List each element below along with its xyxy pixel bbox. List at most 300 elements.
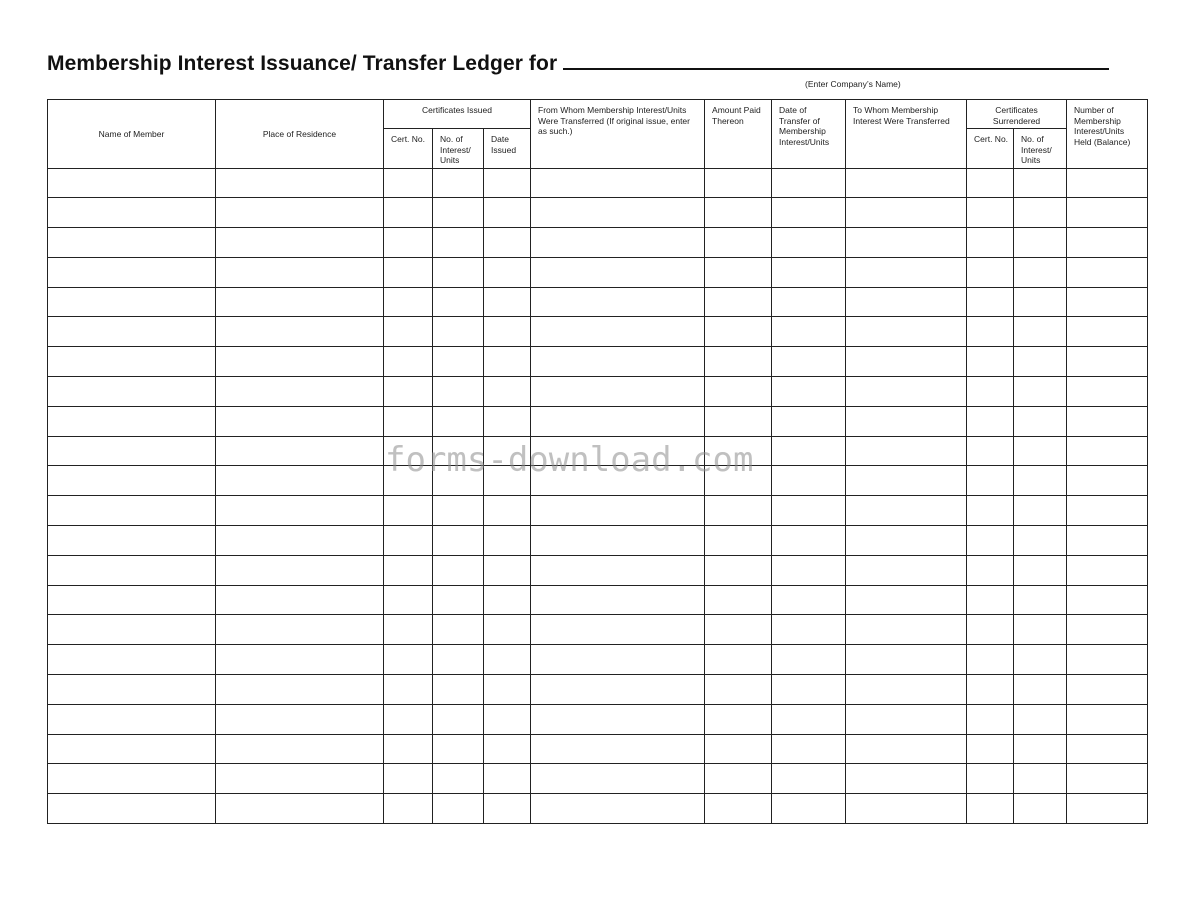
cell-surrendered-no-of-units[interactable] — [1014, 466, 1067, 496]
cell-place-of-residence[interactable] — [216, 526, 384, 556]
cell-to-whom[interactable] — [846, 406, 967, 436]
cell-to-whom[interactable] — [846, 675, 967, 705]
cell-to-whom[interactable] — [846, 585, 967, 615]
ledger-row — [48, 228, 1148, 258]
cell-date-of-transfer[interactable] — [772, 228, 846, 258]
cell-date-of-transfer[interactable] — [772, 526, 846, 556]
cell-amount-paid[interactable] — [705, 228, 772, 258]
cell-to-whom[interactable] — [846, 734, 967, 764]
header-surrendered-cert-no: Cert. No. — [967, 129, 1014, 169]
cell-place-of-residence[interactable] — [216, 734, 384, 764]
cell-from-whom[interactable] — [531, 704, 705, 734]
cell-surrendered-cert-no[interactable] — [967, 257, 1014, 287]
cell-surrendered-cert-no[interactable] — [967, 228, 1014, 258]
cell-amount-paid[interactable] — [705, 168, 772, 198]
header-place-of-residence: Place of Residence — [216, 100, 384, 169]
ledger-row — [48, 168, 1148, 198]
cell-to-whom[interactable] — [846, 555, 967, 585]
cell-name-of-member[interactable] — [48, 794, 216, 824]
cell-issued-no-of-units[interactable] — [433, 347, 484, 377]
cell-issued-cert-no[interactable] — [384, 228, 433, 258]
ledger-row — [48, 615, 1148, 645]
cell-name-of-member[interactable] — [48, 317, 216, 347]
cell-date-of-transfer[interactable] — [772, 317, 846, 347]
cell-amount-paid[interactable] — [705, 347, 772, 377]
cell-place-of-residence[interactable] — [216, 228, 384, 258]
cell-amount-paid[interactable] — [705, 287, 772, 317]
cell-date-issued[interactable] — [484, 317, 531, 347]
cell-place-of-residence[interactable] — [216, 317, 384, 347]
ledger-row — [48, 496, 1148, 526]
cell-issued-cert-no[interactable] — [384, 555, 433, 585]
cell-place-of-residence[interactable] — [216, 585, 384, 615]
cell-date-issued[interactable] — [484, 347, 531, 377]
ledger-row — [48, 704, 1148, 734]
cell-from-whom[interactable] — [531, 466, 705, 496]
cell-from-whom[interactable] — [531, 675, 705, 705]
cell-issued-no-of-units[interactable] — [433, 436, 484, 466]
cell-surrendered-cert-no[interactable] — [967, 317, 1014, 347]
cell-date-of-transfer[interactable] — [772, 734, 846, 764]
cell-date-issued[interactable] — [484, 496, 531, 526]
cell-issued-no-of-units[interactable] — [433, 764, 484, 794]
cell-name-of-member[interactable] — [48, 704, 216, 734]
cell-to-whom[interactable] — [846, 615, 967, 645]
cell-date-of-transfer[interactable] — [772, 466, 846, 496]
cell-to-whom[interactable] — [846, 287, 967, 317]
cell-date-of-transfer[interactable] — [772, 198, 846, 228]
cell-number-held[interactable] — [1067, 257, 1148, 287]
form-title — [47, 52, 1109, 76]
cell-date-issued[interactable] — [484, 377, 531, 407]
cell-surrendered-no-of-units[interactable] — [1014, 377, 1067, 407]
cell-from-whom[interactable] — [531, 347, 705, 377]
cell-issued-cert-no[interactable] — [384, 645, 433, 675]
cell-number-held[interactable] — [1067, 675, 1148, 705]
cell-issued-cert-no[interactable] — [384, 347, 433, 377]
cell-amount-paid[interactable] — [705, 734, 772, 764]
cell-date-issued[interactable] — [484, 764, 531, 794]
cell-to-whom[interactable] — [846, 496, 967, 526]
cell-surrendered-no-of-units[interactable] — [1014, 675, 1067, 705]
cell-name-of-member[interactable] — [48, 436, 216, 466]
cell-date-issued[interactable] — [484, 406, 531, 436]
cell-surrendered-cert-no[interactable] — [967, 496, 1014, 526]
cell-to-whom[interactable] — [846, 198, 967, 228]
cell-to-whom[interactable] — [846, 436, 967, 466]
cell-to-whom[interactable] — [846, 704, 967, 734]
cell-issued-cert-no[interactable] — [384, 377, 433, 407]
cell-amount-paid[interactable] — [705, 526, 772, 556]
cell-date-issued[interactable] — [484, 734, 531, 764]
cell-from-whom[interactable] — [531, 764, 705, 794]
cell-issued-cert-no[interactable] — [384, 794, 433, 824]
cell-issued-cert-no[interactable] — [384, 764, 433, 794]
cell-to-whom[interactable] — [846, 347, 967, 377]
cell-amount-paid[interactable] — [705, 645, 772, 675]
cell-issued-no-of-units[interactable] — [433, 645, 484, 675]
cell-name-of-member[interactable] — [48, 377, 216, 407]
cell-name-of-member[interactable] — [48, 675, 216, 705]
cell-name-of-member[interactable] — [48, 645, 216, 675]
cell-date-issued[interactable] — [484, 228, 531, 258]
cell-amount-paid[interactable] — [705, 675, 772, 705]
cell-date-of-transfer[interactable] — [772, 675, 846, 705]
cell-number-held[interactable] — [1067, 526, 1148, 556]
cell-surrendered-cert-no[interactable] — [967, 406, 1014, 436]
cell-issued-cert-no[interactable] — [384, 704, 433, 734]
cell-date-issued[interactable] — [484, 436, 531, 466]
cell-issued-cert-no[interactable] — [384, 168, 433, 198]
ledger-table — [47, 99, 1148, 824]
cell-date-issued[interactable] — [484, 794, 531, 824]
cell-surrendered-cert-no[interactable] — [967, 794, 1014, 824]
ledger-row — [48, 317, 1148, 347]
cell-issued-cert-no[interactable] — [384, 406, 433, 436]
cell-from-whom[interactable] — [531, 794, 705, 824]
ledger-row — [48, 585, 1148, 615]
cell-number-held[interactable] — [1067, 347, 1148, 377]
cell-amount-paid[interactable] — [705, 257, 772, 287]
cell-date-of-transfer[interactable] — [772, 645, 846, 675]
cell-name-of-member[interactable] — [48, 228, 216, 258]
cell-surrendered-no-of-units[interactable] — [1014, 317, 1067, 347]
cell-amount-paid[interactable] — [705, 198, 772, 228]
cell-date-of-transfer[interactable] — [772, 615, 846, 645]
cell-date-of-transfer[interactable] — [772, 436, 846, 466]
cell-place-of-residence[interactable] — [216, 466, 384, 496]
cell-name-of-member[interactable] — [48, 734, 216, 764]
cell-issued-no-of-units[interactable] — [433, 466, 484, 496]
ledger-row — [48, 526, 1148, 556]
watermark: forms-download.com — [385, 440, 754, 480]
cell-date-issued[interactable] — [484, 615, 531, 645]
cell-date-issued[interactable] — [484, 585, 531, 615]
header-number-held-balance: Number of Membership Interest/Units Held (Balance) — [1067, 100, 1148, 169]
cell-date-issued[interactable] — [484, 287, 531, 317]
cell-date-issued[interactable] — [484, 198, 531, 228]
cell-date-of-transfer[interactable] — [772, 168, 846, 198]
cell-name-of-member[interactable] — [48, 585, 216, 615]
cell-number-held[interactable] — [1067, 198, 1148, 228]
cell-date-of-transfer[interactable] — [772, 555, 846, 585]
cell-date-of-transfer[interactable] — [772, 764, 846, 794]
ledger-row — [48, 257, 1148, 287]
company-name-line[interactable] — [563, 54, 1109, 70]
cell-issued-no-of-units[interactable] — [433, 406, 484, 436]
cell-number-held[interactable] — [1067, 317, 1148, 347]
cell-surrendered-no-of-units[interactable] — [1014, 496, 1067, 526]
cell-surrendered-cert-no[interactable] — [967, 168, 1014, 198]
ledger-row — [48, 198, 1148, 228]
cell-issued-cert-no[interactable] — [384, 585, 433, 615]
cell-issued-no-of-units[interactable] — [433, 675, 484, 705]
cell-to-whom[interactable] — [846, 317, 967, 347]
cell-surrendered-cert-no[interactable] — [967, 555, 1014, 585]
cell-issued-cert-no[interactable] — [384, 466, 433, 496]
cell-surrendered-no-of-units[interactable] — [1014, 228, 1067, 258]
cell-number-held[interactable] — [1067, 645, 1148, 675]
cell-name-of-member[interactable] — [48, 764, 216, 794]
cell-from-whom[interactable] — [531, 198, 705, 228]
cell-from-whom[interactable] — [531, 377, 705, 407]
header-surrendered-no-of-units: No. of Interest/ Units — [1014, 129, 1067, 169]
cell-number-held[interactable] — [1067, 377, 1148, 407]
cell-place-of-residence[interactable] — [216, 704, 384, 734]
cell-date-issued[interactable] — [484, 645, 531, 675]
cell-name-of-member[interactable] — [48, 555, 216, 585]
cell-issued-no-of-units[interactable] — [433, 377, 484, 407]
cell-place-of-residence[interactable] — [216, 615, 384, 645]
cell-place-of-residence[interactable] — [216, 496, 384, 526]
cell-amount-paid[interactable] — [705, 496, 772, 526]
header-issued-cert-no: Cert. No. — [384, 129, 433, 169]
cell-name-of-member[interactable] — [48, 406, 216, 436]
cell-amount-paid[interactable] — [705, 615, 772, 645]
cell-number-held[interactable] — [1067, 585, 1148, 615]
cell-from-whom[interactable] — [531, 287, 705, 317]
cell-surrendered-cert-no[interactable] — [967, 615, 1014, 645]
cell-number-held[interactable] — [1067, 287, 1148, 317]
cell-place-of-residence[interactable] — [216, 764, 384, 794]
cell-issued-cert-no[interactable] — [384, 257, 433, 287]
ledger-row — [48, 764, 1148, 794]
cell-number-held[interactable] — [1067, 555, 1148, 585]
cell-place-of-residence[interactable] — [216, 406, 384, 436]
cell-amount-paid[interactable] — [705, 764, 772, 794]
cell-place-of-residence[interactable] — [216, 198, 384, 228]
cell-number-held[interactable] — [1067, 794, 1148, 824]
cell-name-of-member[interactable] — [48, 168, 216, 198]
cell-date-issued[interactable] — [484, 526, 531, 556]
cell-number-held[interactable] — [1067, 168, 1148, 198]
cell-date-issued[interactable] — [484, 168, 531, 198]
cell-issued-cert-no[interactable] — [384, 526, 433, 556]
cell-surrendered-cert-no[interactable] — [967, 526, 1014, 556]
cell-surrendered-no-of-units[interactable] — [1014, 555, 1067, 585]
cell-name-of-member[interactable] — [48, 198, 216, 228]
cell-name-of-member[interactable] — [48, 496, 216, 526]
cell-surrendered-no-of-units[interactable] — [1014, 526, 1067, 556]
cell-surrendered-no-of-units[interactable] — [1014, 734, 1067, 764]
cell-date-of-transfer[interactable] — [772, 585, 846, 615]
cell-from-whom[interactable] — [531, 555, 705, 585]
cell-issued-cert-no[interactable] — [384, 287, 433, 317]
cell-amount-paid[interactable] — [705, 436, 772, 466]
ledger-row — [48, 347, 1148, 377]
cell-name-of-member[interactable] — [48, 526, 216, 556]
cell-number-held[interactable] — [1067, 496, 1148, 526]
cell-name-of-member[interactable] — [48, 615, 216, 645]
company-name-hint: (Enter Company’s Name) — [805, 79, 901, 89]
cell-from-whom[interactable] — [531, 317, 705, 347]
cell-surrendered-cert-no[interactable] — [967, 377, 1014, 407]
cell-date-issued[interactable] — [484, 704, 531, 734]
cell-name-of-member[interactable] — [48, 347, 216, 377]
cell-to-whom[interactable] — [846, 526, 967, 556]
cell-issued-cert-no[interactable] — [384, 734, 433, 764]
cell-issued-no-of-units[interactable] — [433, 228, 484, 258]
cell-date-issued[interactable] — [484, 555, 531, 585]
cell-place-of-residence[interactable] — [216, 377, 384, 407]
cell-surrendered-cert-no[interactable] — [967, 675, 1014, 705]
cell-issued-no-of-units[interactable] — [433, 168, 484, 198]
cell-date-of-transfer[interactable] — [772, 257, 846, 287]
cell-issued-cert-no[interactable] — [384, 317, 433, 347]
cell-issued-no-of-units[interactable] — [433, 198, 484, 228]
cell-surrendered-cert-no[interactable] — [967, 198, 1014, 228]
cell-from-whom[interactable] — [531, 168, 705, 198]
cell-to-whom[interactable] — [846, 645, 967, 675]
cell-date-issued[interactable] — [484, 675, 531, 705]
cell-issued-cert-no[interactable] — [384, 436, 433, 466]
cell-issued-no-of-units[interactable] — [433, 257, 484, 287]
header-certificates-surrendered: Certificates Surrendered — [967, 100, 1067, 129]
cell-date-of-transfer[interactable] — [772, 287, 846, 317]
cell-to-whom[interactable] — [846, 257, 967, 287]
cell-place-of-residence[interactable] — [216, 645, 384, 675]
cell-to-whom[interactable] — [846, 168, 967, 198]
cell-to-whom[interactable] — [846, 228, 967, 258]
cell-issued-cert-no[interactable] — [384, 198, 433, 228]
header-issued-no-of-units: No. of Interest/ Units — [433, 129, 484, 169]
cell-number-held[interactable] — [1067, 406, 1148, 436]
cell-surrendered-no-of-units[interactable] — [1014, 287, 1067, 317]
cell-amount-paid[interactable] — [705, 406, 772, 436]
ledger-row — [48, 645, 1148, 675]
cell-surrendered-cert-no[interactable] — [967, 466, 1014, 496]
cell-amount-paid[interactable] — [705, 585, 772, 615]
cell-amount-paid[interactable] — [705, 317, 772, 347]
cell-surrendered-no-of-units[interactable] — [1014, 585, 1067, 615]
cell-from-whom[interactable] — [531, 526, 705, 556]
cell-date-of-transfer[interactable] — [772, 347, 846, 377]
cell-place-of-residence[interactable] — [216, 347, 384, 377]
cell-place-of-residence[interactable] — [216, 257, 384, 287]
cell-number-held[interactable] — [1067, 228, 1148, 258]
cell-date-of-transfer[interactable] — [772, 704, 846, 734]
cell-surrendered-no-of-units[interactable] — [1014, 615, 1067, 645]
cell-date-issued[interactable] — [484, 466, 531, 496]
cell-surrendered-cert-no[interactable] — [967, 436, 1014, 466]
cell-surrendered-no-of-units[interactable] — [1014, 406, 1067, 436]
cell-from-whom[interactable] — [531, 406, 705, 436]
cell-from-whom[interactable] — [531, 257, 705, 287]
cell-amount-paid[interactable] — [705, 466, 772, 496]
cell-place-of-residence[interactable] — [216, 794, 384, 824]
cell-amount-paid[interactable] — [705, 377, 772, 407]
cell-from-whom[interactable] — [531, 585, 705, 615]
cell-place-of-residence[interactable] — [216, 555, 384, 585]
cell-number-held[interactable] — [1067, 704, 1148, 734]
cell-to-whom[interactable] — [846, 377, 967, 407]
cell-issued-no-of-units[interactable] — [433, 704, 484, 734]
cell-amount-paid[interactable] — [705, 555, 772, 585]
form-title-text: Membership Interest Issuance/ Transfer Ledger for — [47, 52, 558, 75]
ledger-row — [48, 436, 1148, 466]
header-date-of-transfer: Date of Transfer of Membership Interest/Units — [772, 100, 846, 169]
cell-from-whom[interactable] — [531, 734, 705, 764]
cell-surrendered-cert-no[interactable] — [967, 347, 1014, 377]
cell-issued-cert-no[interactable] — [384, 675, 433, 705]
cell-surrendered-no-of-units[interactable] — [1014, 168, 1067, 198]
header-amount-paid: Amount Paid Thereon — [705, 100, 772, 169]
cell-to-whom[interactable] — [846, 794, 967, 824]
cell-from-whom[interactable] — [531, 615, 705, 645]
cell-from-whom[interactable] — [531, 496, 705, 526]
cell-from-whom[interactable] — [531, 645, 705, 675]
cell-issued-no-of-units[interactable] — [433, 526, 484, 556]
cell-surrendered-no-of-units[interactable] — [1014, 198, 1067, 228]
cell-place-of-residence[interactable] — [216, 675, 384, 705]
cell-surrendered-no-of-units[interactable] — [1014, 645, 1067, 675]
cell-issued-no-of-units[interactable] — [433, 615, 484, 645]
cell-surrendered-cert-no[interactable] — [967, 287, 1014, 317]
cell-date-issued[interactable] — [484, 257, 531, 287]
cell-surrendered-no-of-units[interactable] — [1014, 704, 1067, 734]
cell-issued-no-of-units[interactable] — [433, 585, 484, 615]
cell-surrendered-no-of-units[interactable] — [1014, 794, 1067, 824]
cell-name-of-member[interactable] — [48, 287, 216, 317]
cell-place-of-residence[interactable] — [216, 287, 384, 317]
cell-to-whom[interactable] — [846, 764, 967, 794]
cell-issued-cert-no[interactable] — [384, 496, 433, 526]
cell-issued-no-of-units[interactable] — [433, 555, 484, 585]
cell-number-held[interactable] — [1067, 734, 1148, 764]
ledger-row — [48, 287, 1148, 317]
header-date-issued: Date Issued — [484, 129, 531, 169]
cell-amount-paid[interactable] — [705, 704, 772, 734]
cell-surrendered-cert-no[interactable] — [967, 734, 1014, 764]
ledger-body — [48, 168, 1148, 824]
cell-issued-no-of-units[interactable] — [433, 317, 484, 347]
cell-name-of-member[interactable] — [48, 257, 216, 287]
cell-issued-no-of-units[interactable] — [433, 734, 484, 764]
cell-surrendered-cert-no[interactable] — [967, 645, 1014, 675]
ledger-row — [48, 734, 1148, 764]
cell-number-held[interactable] — [1067, 436, 1148, 466]
cell-number-held[interactable] — [1067, 466, 1148, 496]
cell-surrendered-no-of-units[interactable] — [1014, 347, 1067, 377]
cell-number-held[interactable] — [1067, 615, 1148, 645]
cell-from-whom[interactable] — [531, 228, 705, 258]
cell-from-whom[interactable] — [531, 436, 705, 466]
cell-surrendered-cert-no[interactable] — [967, 704, 1014, 734]
cell-date-of-transfer[interactable] — [772, 794, 846, 824]
cell-date-of-transfer[interactable] — [772, 377, 846, 407]
cell-place-of-residence[interactable] — [216, 436, 384, 466]
cell-date-of-transfer[interactable] — [772, 496, 846, 526]
cell-surrendered-no-of-units[interactable] — [1014, 257, 1067, 287]
cell-issued-no-of-units[interactable] — [433, 794, 484, 824]
cell-amount-paid[interactable] — [705, 794, 772, 824]
cell-surrendered-no-of-units[interactable] — [1014, 436, 1067, 466]
cell-number-held[interactable] — [1067, 764, 1148, 794]
cell-date-of-transfer[interactable] — [772, 406, 846, 436]
header-certificates-issued: Certificates Issued — [384, 100, 531, 129]
ledger-row — [48, 377, 1148, 407]
cell-place-of-residence[interactable] — [216, 168, 384, 198]
cell-issued-no-of-units[interactable] — [433, 496, 484, 526]
cell-name-of-member[interactable] — [48, 466, 216, 496]
cell-surrendered-no-of-units[interactable] — [1014, 764, 1067, 794]
cell-surrendered-cert-no[interactable] — [967, 764, 1014, 794]
cell-to-whom[interactable] — [846, 466, 967, 496]
cell-issued-no-of-units[interactable] — [433, 287, 484, 317]
cell-surrendered-cert-no[interactable] — [967, 585, 1014, 615]
ledger-row — [48, 406, 1148, 436]
cell-issued-cert-no[interactable] — [384, 615, 433, 645]
